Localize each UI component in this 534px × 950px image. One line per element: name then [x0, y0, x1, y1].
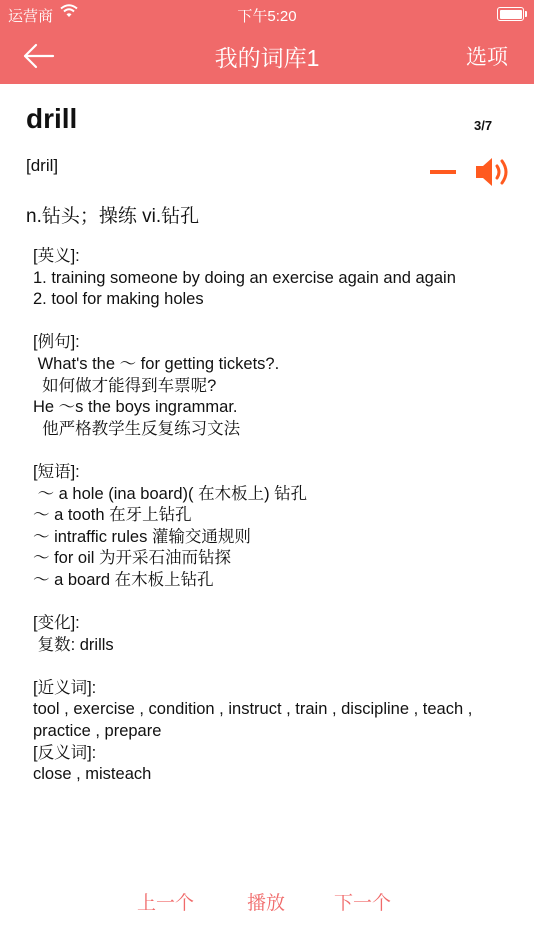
section-header-phrases: [短语]:	[33, 462, 80, 481]
section-header-inflection: [变化]:	[33, 614, 80, 633]
next-button[interactable]: 下一个	[334, 893, 392, 914]
section-header-antonyms: [反义词]:	[33, 743, 97, 762]
status-bar	[0, 0, 534, 28]
word-counter: 3/7	[474, 118, 493, 133]
carrier-label: 运营商	[8, 8, 54, 25]
previous-button[interactable]: 上一个	[137, 893, 195, 914]
word-meaning: n.钻头；操练 vi.钻孔	[26, 206, 200, 227]
status-time: 下午5:20	[237, 8, 297, 25]
synonyms-text: tool , exercise , condition , instruct , train , discipline , teach , practice , prepare	[33, 700, 473, 741]
example-line: 他严格教学生反复练习文法	[33, 419, 241, 438]
antonyms-text: close , misteach	[33, 765, 152, 784]
phrase-line: ～ for oil 为开采石油而钻探	[33, 549, 232, 568]
word-title: drill	[26, 103, 78, 134]
speaker-icon[interactable]	[474, 155, 512, 189]
example-line: He ～s the boys ingrammar.	[33, 398, 238, 417]
battery-icon	[497, 7, 524, 21]
phrase-line: ～ a tooth 在牙上钻孔	[33, 506, 192, 525]
english-line: 1. training someone by doing an exercise again and again	[33, 268, 456, 287]
example-line: 如何做才能得到车票呢?	[33, 376, 217, 395]
page-title: 我的词库1	[214, 45, 320, 71]
header-bar	[0, 0, 534, 84]
phrase-line: ～ a hole (ina board)( 在木板上) 钻孔	[33, 484, 308, 503]
section-header-english: [英义]:	[33, 247, 80, 265]
options-button[interactable]: 选项	[466, 46, 508, 69]
phrase-line: ～ a board 在木板上钻孔	[33, 570, 214, 589]
section-header-examples: [例句]:	[33, 333, 80, 352]
phonetic-text: [dril]	[26, 156, 59, 175]
english-line: 2. tool for making holes	[33, 290, 204, 309]
minus-icon[interactable]	[430, 170, 456, 174]
play-button[interactable]: 播放	[247, 893, 286, 914]
phrase-line: ～ intraffic rules 灌输交通规则	[33, 527, 251, 546]
inflection-line: 复数: drills	[33, 635, 114, 654]
section-header-synonyms: [近义词]:	[33, 678, 97, 697]
word-detail	[33, 246, 513, 786]
navigation-bar	[0, 28, 534, 84]
example-line: What's the ～ for getting tickets?.	[33, 354, 280, 373]
